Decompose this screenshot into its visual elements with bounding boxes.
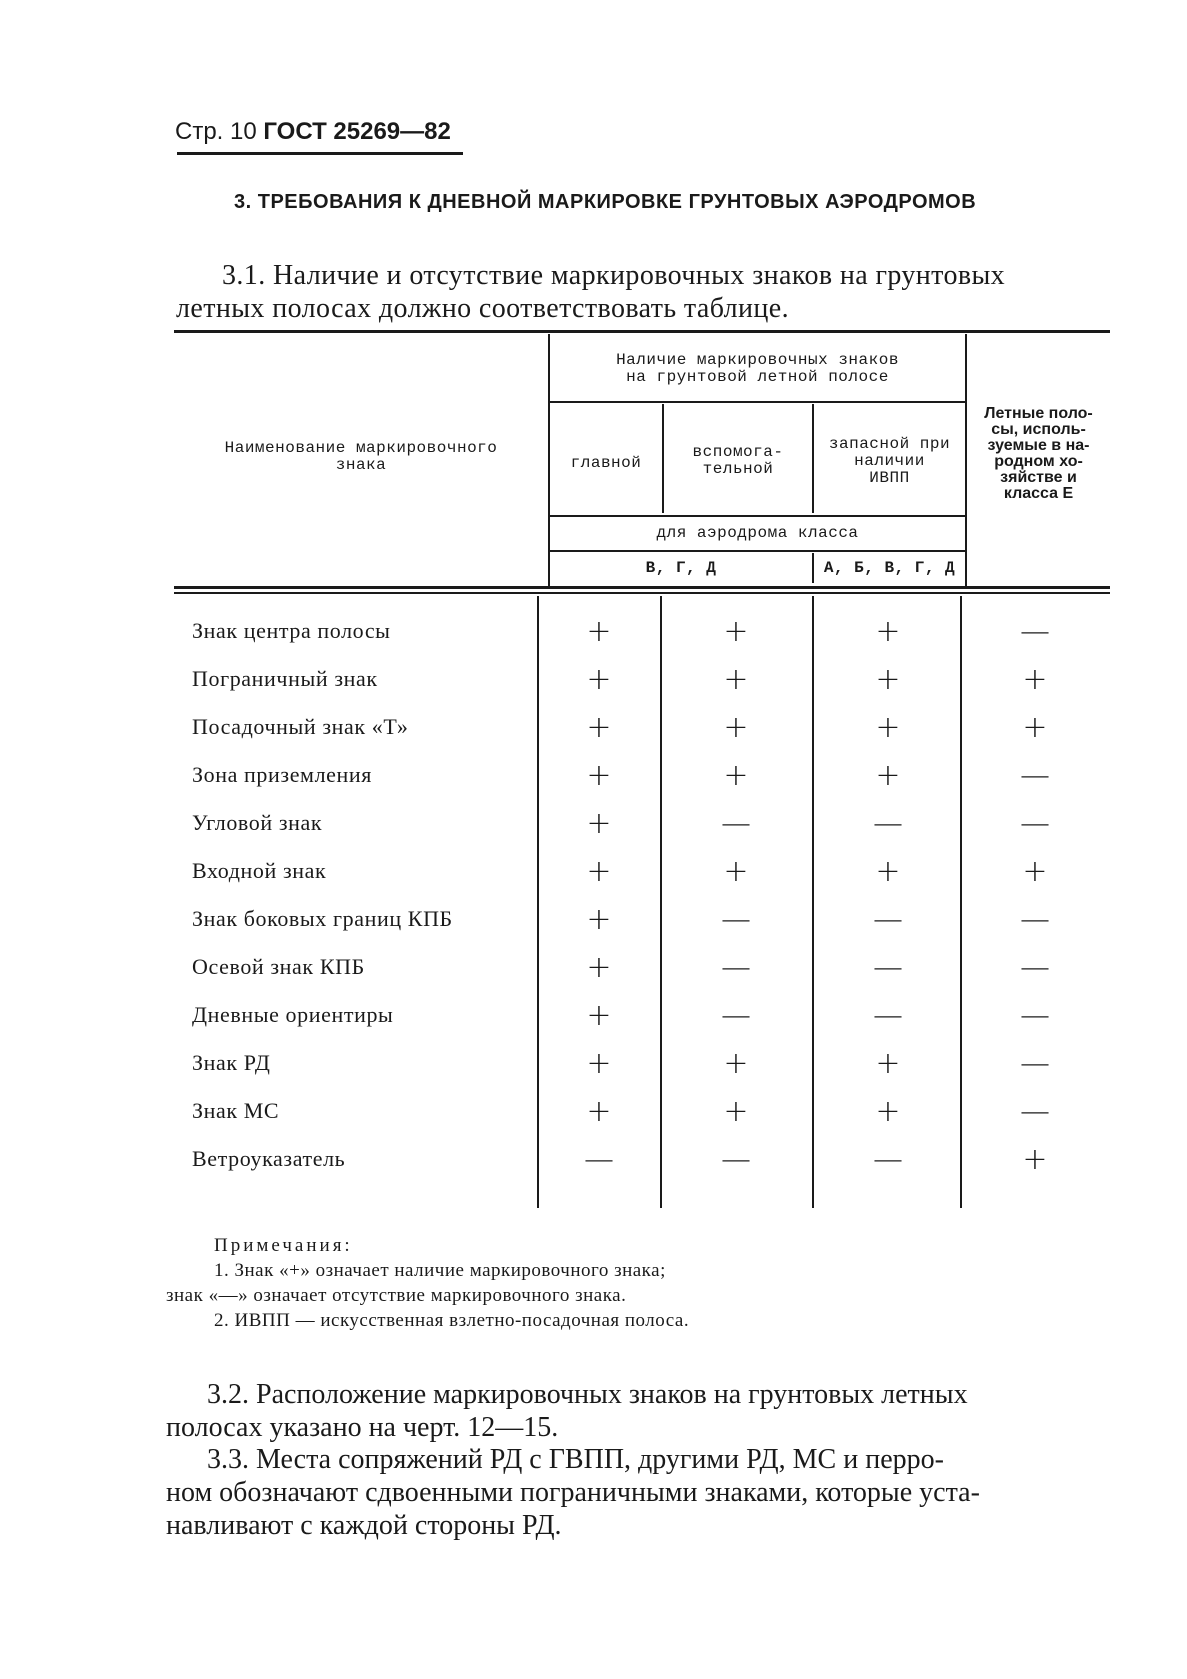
cell-mark-c4: — xyxy=(1020,614,1050,649)
th-group-line-1: Наличие маркировочных знаков xyxy=(616,351,899,369)
th-class-right: А, Б, В, Г, Д xyxy=(823,559,956,577)
row-name: Зона приземления xyxy=(192,762,372,787)
notes-title: Примечания: xyxy=(214,1235,353,1256)
cell-mark-c4: — xyxy=(1020,1046,1050,1081)
cell-mark-c3: — xyxy=(873,998,903,1033)
th-group xyxy=(550,352,965,386)
cell-mark-c1: + xyxy=(586,662,612,697)
cell-mark-c3: — xyxy=(873,806,903,841)
th-right-line-4: родном хо- xyxy=(994,453,1083,470)
cell-mark-c3: — xyxy=(873,902,903,937)
table-top-rule xyxy=(174,330,1110,333)
cell-mark-c1: + xyxy=(586,950,612,985)
cell-mark-c2: — xyxy=(721,1142,751,1177)
th-aux-line-1: вспомога- xyxy=(692,443,784,461)
table-header-rule-1 xyxy=(174,586,1110,589)
cell-mark-c2: — xyxy=(721,902,751,937)
page-header xyxy=(175,118,451,146)
cell-mark-c4: + xyxy=(1022,854,1048,889)
th-aero-class: для аэродрома класса xyxy=(656,524,859,542)
cell-mark-c1: + xyxy=(586,1094,612,1129)
cell-mark-c1: — xyxy=(584,1142,614,1177)
body-vline-1 xyxy=(537,596,539,1208)
th-right-line-5: зяйстве и xyxy=(1000,469,1077,486)
cell-mark-c2: + xyxy=(723,662,749,697)
para-3-3-line-3: навливают с каждой стороны РД. xyxy=(166,1510,562,1541)
body-vline-4 xyxy=(960,596,962,1208)
th-right-line-6: класса Е xyxy=(1003,485,1074,502)
table-header-rule-2 xyxy=(174,592,1110,594)
body-vline-3 xyxy=(812,596,814,1208)
cell-mark-c2: + xyxy=(723,1094,749,1129)
cell-mark-c1: + xyxy=(586,902,612,937)
cell-mark-c2: + xyxy=(723,710,749,745)
cell-mark-c3: + xyxy=(875,1046,901,1081)
cell-mark-c4: — xyxy=(1020,758,1050,793)
cell-mark-c4: + xyxy=(1022,662,1048,697)
cell-mark-c2: + xyxy=(723,854,749,889)
row-name: Посадочный знак «Т» xyxy=(192,714,409,739)
note-1-line-1: 1. Знак «+» означает наличие маркировочного знака; xyxy=(214,1260,666,1281)
th-main: главной xyxy=(570,454,642,472)
cell-mark-c4: — xyxy=(1020,806,1050,841)
cell-mark-c4: — xyxy=(1020,1094,1050,1129)
cell-mark-c2: + xyxy=(723,614,749,649)
note-1-line-2: знак «—» означает отсутствие маркировочного знака. xyxy=(166,1285,627,1306)
th-right-line-1: Летные поло- xyxy=(984,405,1093,422)
para-3-3-line-1: 3.3. Места сопряжений РД с ГВПП, другими РД, МС и перро- xyxy=(207,1444,944,1475)
cell-mark-c1: + xyxy=(586,854,612,889)
th-group-line-2: на грунтовой летной полосе xyxy=(626,368,889,386)
row-name: Дневные ориентиры xyxy=(192,1002,394,1027)
cell-mark-c1: + xyxy=(586,758,612,793)
cell-mark-c3: — xyxy=(873,1142,903,1177)
cell-mark-c1: + xyxy=(586,806,612,841)
cell-mark-c2: + xyxy=(723,1046,749,1081)
th-right-line-2: сы, исполь- xyxy=(991,421,1086,438)
row-name: Знак МС xyxy=(192,1098,280,1123)
cell-mark-c2: — xyxy=(721,998,751,1033)
cell-mark-c3: + xyxy=(875,662,901,697)
row-name: Пограничный знак xyxy=(192,666,378,691)
row-name: Знак РД xyxy=(192,1050,271,1075)
th-name xyxy=(174,440,548,474)
cell-mark-c3: + xyxy=(875,854,901,889)
cell-mark-c1: + xyxy=(586,614,612,649)
cell-mark-c3: + xyxy=(875,758,901,793)
cell-mark-c3: — xyxy=(873,950,903,985)
para-3-1-line-2: летных полосах должно соответствовать таблице. xyxy=(176,293,790,324)
th-spare-line-2: наличии xyxy=(854,452,925,470)
cell-mark-c1: + xyxy=(586,998,612,1033)
cell-mark-c4: — xyxy=(1020,950,1050,985)
section-title: 3. ТРЕБОВАНИЯ К ДНЕВНОЙ МАРКИРОВКЕ ГРУНТОВЫХ АЭРОДРОМОВ xyxy=(234,191,977,213)
cell-mark-c4: + xyxy=(1022,710,1048,745)
cell-mark-c1: + xyxy=(586,710,612,745)
cell-mark-c1: + xyxy=(586,1046,612,1081)
th-aux-line-2: тельной xyxy=(702,460,774,478)
cell-mark-c4: — xyxy=(1020,902,1050,937)
body-vline-2 xyxy=(660,596,662,1208)
cell-mark-c3: + xyxy=(875,1094,901,1129)
header-class-rule xyxy=(550,515,965,517)
page-number: Стр. 10 xyxy=(175,118,257,145)
row-name: Знак боковых границ КПБ xyxy=(192,906,453,931)
cell-mark-c3: + xyxy=(875,710,901,745)
th-class-left: В, Г, Д xyxy=(645,559,717,577)
cell-mark-c2: — xyxy=(721,806,751,841)
note-2: 2. ИВПП — искусственная взлетно-посадочная полоса. xyxy=(214,1310,690,1331)
th-name-line-2: знака xyxy=(335,456,387,474)
cell-mark-c2: + xyxy=(723,758,749,793)
cell-mark-c4: + xyxy=(1022,1142,1048,1177)
th-name-line-1: Наименование маркировочного xyxy=(224,439,498,457)
th-aux xyxy=(664,444,812,478)
th-spare-line-1: запасной при xyxy=(828,435,951,453)
th-spare-line-3: ИВПП xyxy=(869,469,910,487)
cell-mark-c4: — xyxy=(1020,998,1050,1033)
header-class-rule-2 xyxy=(550,550,965,552)
para-3-1-line-1: 3.1. Наличие и отсутствие маркировочных знаков на грунтовых xyxy=(222,260,1006,291)
th-right xyxy=(967,406,1110,502)
cell-mark-c2: — xyxy=(721,950,751,985)
para-3-2-line-2: полосах указано на черт. 12—15. xyxy=(166,1412,559,1443)
header-rule xyxy=(177,152,463,155)
row-name: Осевой знак КПБ xyxy=(192,954,365,979)
row-name: Ветроуказатель xyxy=(192,1146,346,1171)
th-spare xyxy=(814,436,965,487)
standard-id: ГОСТ 25269—82 xyxy=(263,118,451,145)
th-right-line-3: зуемые в на- xyxy=(987,437,1090,454)
header-group-rule xyxy=(550,401,965,403)
row-name: Знак центра полосы xyxy=(192,618,391,643)
para-3-2-line-1: 3.2. Расположение маркировочных знаков на грунтовых летных xyxy=(207,1379,968,1410)
para-3-3-line-2: ном обозначают сдвоенными пограничными знаками, которые уста- xyxy=(166,1477,980,1508)
cell-mark-c3: + xyxy=(875,614,901,649)
row-name: Угловой знак xyxy=(192,810,323,835)
row-name: Входной знак xyxy=(192,858,327,883)
